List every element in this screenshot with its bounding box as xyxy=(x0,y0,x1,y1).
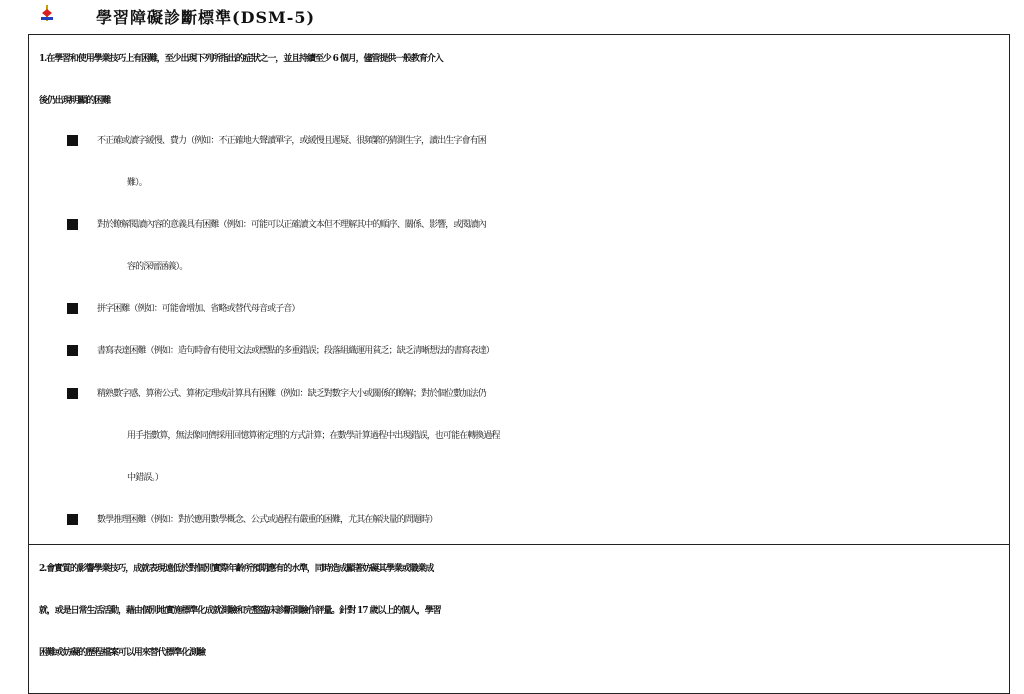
list-item-text: 容的深層涵義）。 xyxy=(127,262,188,272)
list-item-text: 難）。 xyxy=(127,178,147,188)
list-item-text: 中錯誤。） xyxy=(127,473,164,483)
criterion-2-box xyxy=(28,544,1010,694)
pin-marker-icon xyxy=(38,4,56,22)
criterion-2-line: 困難或妨礙的歷程檔案可以用來替代標準化測驗 xyxy=(39,648,205,658)
list-item-text: 用手指數算，無法像同儕採用回憶算術定理的方式計算；在數學計算過程中出現錯誤，也可能在轉換過程 xyxy=(127,431,500,441)
criterion-1-text xyxy=(39,38,997,122)
list-item xyxy=(67,204,997,288)
square-bullet-icon xyxy=(67,345,78,356)
criterion-2-line: 就，或是日常生活活動，藉由個別地實施標準化成就測驗和完整臨床診斷測驗作評量。針對 17 歲以上的個人，學習 xyxy=(39,606,441,616)
list-item-text: 拼字困難（例如：可能會增加、省略或替代母音或子音） xyxy=(97,304,300,314)
list-item xyxy=(67,120,997,204)
square-bullet-icon xyxy=(67,388,78,399)
criterion-2-text xyxy=(39,548,997,674)
list-item xyxy=(67,373,997,499)
list-item xyxy=(67,288,997,330)
list-item-text: 不正確或讀字緩慢、費力（例如：不正確地大聲讀單字，或緩慢且遲疑、很頻繁的猜測生字，讀出生字會有困 xyxy=(97,136,486,146)
square-bullet-icon xyxy=(67,135,78,146)
list-item xyxy=(67,499,997,541)
criterion-1-line: 1.在學習和使用學業技巧上有困難，至少出現下列所指出的症狀之一，並且持續至少 6 個月，儘管提供一般教育介入 xyxy=(39,54,443,64)
criterion-1-line: 後仍出現明顯的困難 xyxy=(39,96,111,106)
section-title: 學習障礙診斷標準(DSM-5) xyxy=(96,8,316,27)
list-item xyxy=(67,330,997,372)
square-bullet-icon xyxy=(67,219,78,230)
square-bullet-icon xyxy=(67,514,78,525)
section-header xyxy=(0,0,1024,32)
list-item-text: 精熟數字感、算術公式、算術定理或計算具有困難（例如：缺乏對數字大小或關係的瞭解；對於個位數加法仍 xyxy=(97,389,486,399)
list-item-text: 數學推理困難（例如：對於應用數學概念、公式或過程有嚴重的困難，尤其在解決量的問題時） xyxy=(97,515,438,525)
list-item-text: 書寫表達困難（例如：造句時會有使用文法或標點的多重錯誤；段落組織運用貧乏；缺乏清晰想法的書寫表達） xyxy=(97,346,494,356)
criterion-1-box xyxy=(28,34,1010,545)
criterion-2-line: 2.會實質的影響學業技巧，成就表現遠低於對個別實際年齡所預期應有的水準，同時造成顯著妨礙其學業或職業成 xyxy=(39,564,434,574)
square-bullet-icon xyxy=(67,303,78,314)
list-item-text: 對於瞭解閱讀內容的意義具有困難（例如：可能可以正確讀文本但不理解其中的順序、關係、影響，或閱讀內 xyxy=(97,220,486,230)
